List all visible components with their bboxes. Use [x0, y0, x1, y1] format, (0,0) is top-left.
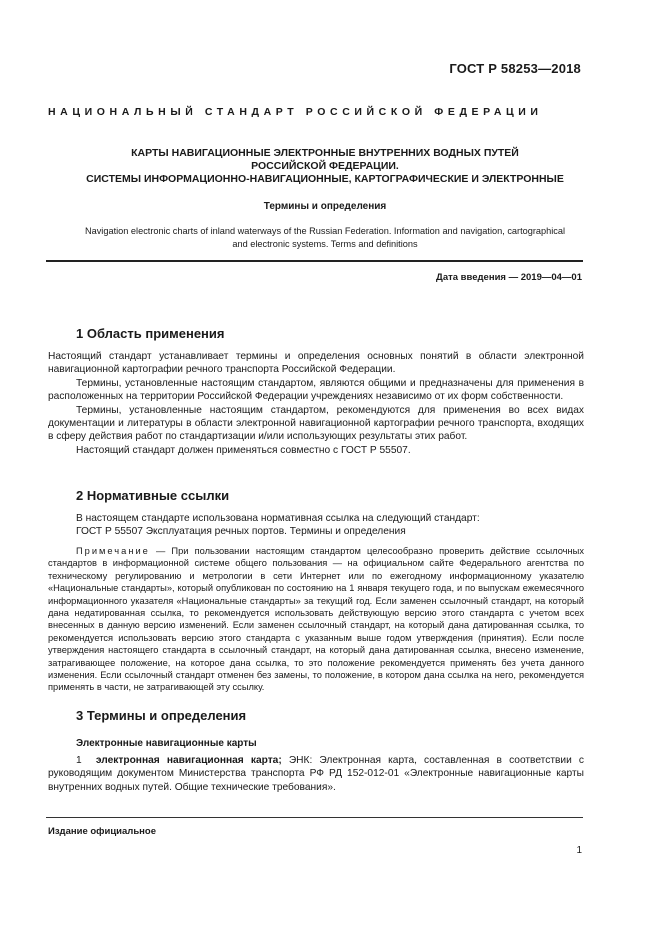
s2-para-1: В настоящем стандарте использована нормативная ссылка на следующий стандарт:: [76, 513, 480, 524]
note-label: Примечание: [76, 546, 150, 556]
standard-line: НАЦИОНАЛЬНЫЙ СТАНДАРТ РОССИЙСКОЙ ФЕДЕРАЦИИ: [48, 106, 543, 118]
english-title-line-2: and electronic systems. Terms and definitions: [232, 239, 418, 249]
title-line-2: РОССИЙСКОЙ ФЕДЕРАЦИИ.: [251, 160, 399, 172]
section-3-subheading: Электронные навигационные карты: [76, 738, 257, 749]
document-subtitle: Термины и определения: [263, 201, 387, 212]
term-1: [48, 754, 584, 794]
section-3-heading-text: 3 Термины и определения: [76, 708, 247, 723]
english-title-line-1: Navigation electronic charts of inland waterways of the Russian Federation. Information and navigation, cartographical: [84, 226, 566, 236]
section-1-heading-text: 1 Область применения: [76, 326, 225, 341]
document-title: [60, 147, 590, 186]
page-number: 1: [576, 845, 582, 856]
term-definition: ЭНК: Электронная карта, составленная в соответствии с руководящим документом Министерства транспорта РФ РД 152-012-01 «Электронные навигационные карты внутренних водных путей. Общие технические требования».: [48, 755, 584, 793]
s1-para-3: Термины, установленные настоящим стандартом, рекомендуются для применения во всех видах документации и литературы в области электронной навигационной картографии речного транспорта, входящих в сферу действия работ по стандартизации и/или использующих результаты этих работ.: [48, 404, 584, 443]
doc-number: ГОСТ Р 58253—2018: [449, 61, 581, 76]
footer-divider: [46, 817, 583, 818]
term-name: электронная навигационная карта;: [95, 755, 282, 766]
english-title: [60, 225, 590, 251]
edition-label: Издание официальное: [48, 826, 156, 837]
section-1-body: [48, 350, 584, 457]
s1-para-2: Термины, установленные настоящим стандартом, являются общими и предназначены для применения в расположенных на территории Российской Федерации учреждениях независимо от их форм собственности.: [48, 377, 584, 403]
s2-para-2: ГОСТ Р 55507 Эксплуатация речных портов. Термины и определения: [76, 526, 406, 538]
section-2-heading: [76, 488, 229, 503]
divider: [46, 260, 583, 262]
s1-para-1: Настоящий стандарт устанавливает термины и определения основных понятий в области электронной навигационной картографии речного транспорта Российской Федерации.: [48, 351, 584, 376]
title-line-1: КАРТЫ НАВИГАЦИОННЫЕ ЭЛЕКТРОННЫЕ ВНУТРЕННИХ ВОДНЫХ ПУТЕЙ: [131, 147, 519, 159]
section-2-body: [48, 512, 584, 539]
s1-para-4: Настоящий стандарт должен применяться совместно с ГОСТ Р 55507.: [76, 444, 411, 456]
section-3-heading: [76, 708, 246, 723]
section-2-note: [48, 545, 584, 694]
title-line-3: СИСТЕМЫ ИНФОРМАЦИОННО-НАВИГАЦИОННЫЕ, КАРТОГРАФИЧЕСКИЕ И ЭЛЕКТРОННЫЕ: [86, 173, 564, 185]
note-text: — При пользовании настоящим стандартом целесообразно проверить действие ссылочных стандартов в информационной системе общего пользования — на официальном сайте Федерального агентства по техническому регулированию и метрологии в сети Интернет или по ежегодному информационному указателю «Национальные стандарты», который опубликован по состоянию на 1 января текущего года, и по выпускам ежемесячного информационного указателя «Национальные стандарты» за текущий год. Если заменен ссылочный стандарт, на который дана недатированная ссылка, то рекомендуется использовать действующую версию этого стандарта с учетом всех внесенных в данную версию изменений. Если заменен ссылочный стандарт, на который дана датированная ссылка, то рекомендуется использовать версию этого стандарта с указанным выше годом утверждения (принятия). Если после утверждения настоящего стандарта в ссылочный стандарт, на который дана датированная ссылка, внесено изменение, затрагивающее положение, на которое дана ссылка, то это положение рекомендуется применять без учета данного изменения. Если ссылочный стандарт отменен без замены, то положение, в котором дана ссылка на него, рекомендуется применять в части, не затрагивающей эту ссылку.: [48, 546, 584, 693]
term-number: 1: [76, 755, 82, 766]
section-1-heading: [76, 326, 225, 341]
intro-date: Дата введения — 2019—04—01: [436, 272, 582, 283]
section-2-heading-text: 2 Нормативные ссылки: [76, 488, 230, 503]
